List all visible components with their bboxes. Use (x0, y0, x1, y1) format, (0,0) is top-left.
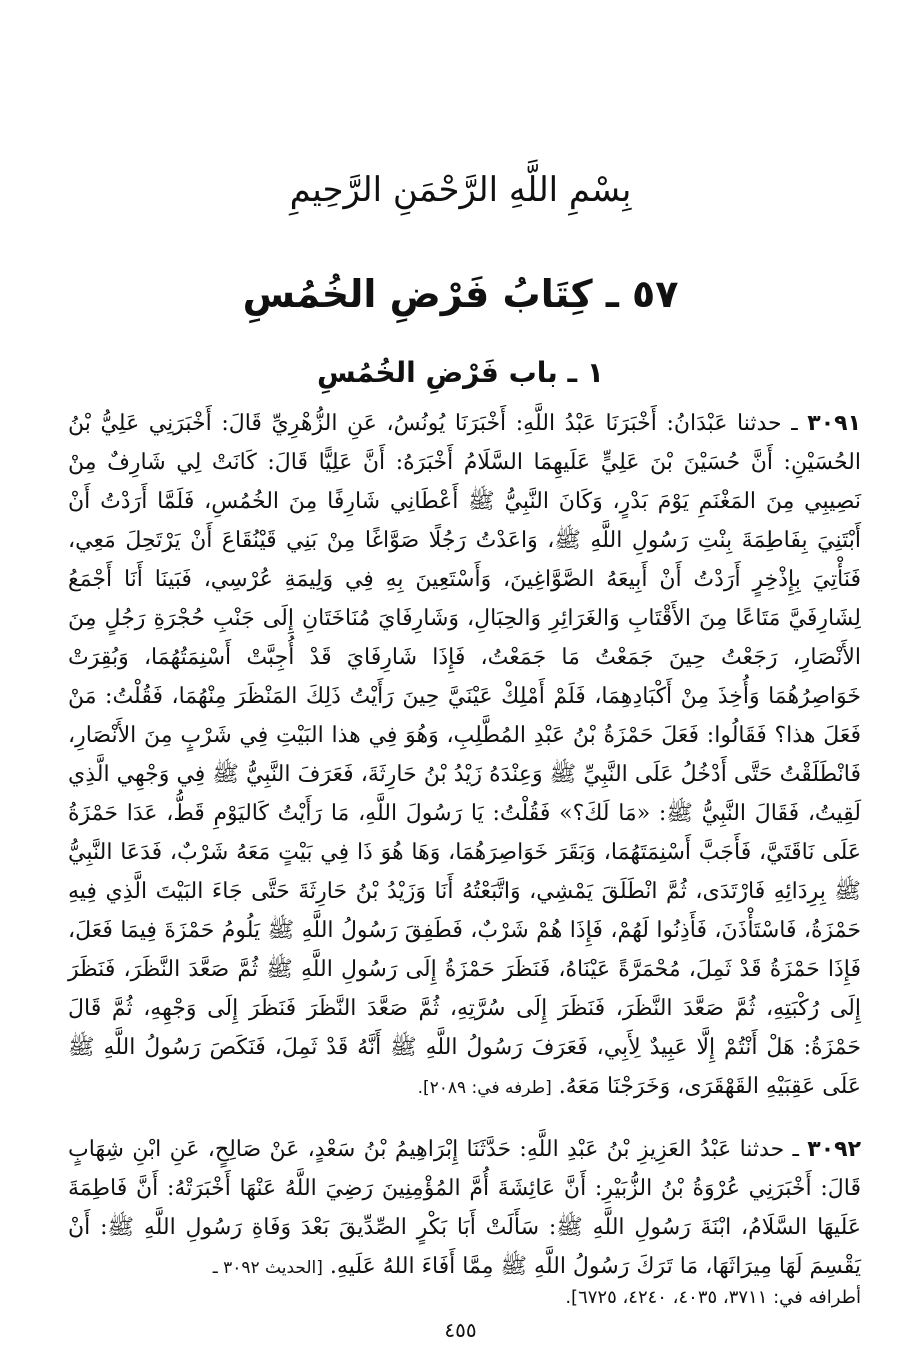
basmala: بِسْمِ اللَّهِ الرَّحْمَنِ الرَّحِيمِ (289, 170, 632, 210)
footnote-references: أطرافه في: ٣٧١١، ٤٠٣٥، ٤٢٤٠، ٦٧٢٥]. (565, 1287, 861, 1308)
hadith-text: ـ حدثنا عَبْدَانُ: أَخْبَرَنَا عَبْدُ اللَّهِ: أَخْبَرَنَا يُونُسُ، عَنِ الزُّهْرِيِّ قَالَ: أَخْبَرَنِي عَلِيُّ بْنُ الحُسَيْنِ: أَنَّ حُسَيْنَ بْنَ عَلِيٍّ عَلَيهِمَا السَّلَامُ أَخْبَرَهُ: أَنَّ عَلِيًّا قَالَ: كَانَتْ لِي شَارِفٌ مِنْ نَصِيبِي مِنَ المَغْنَمِ يَوْمَ بَدْرٍ، وَكَانَ النَّبِيُّ ﷺ أَعْطَانِي شَارِفًا مِنَ الخُمُسِ، فَلَمَّا أَرَدْتُ أَنْ أَبْتَنِيَ بِفَاطِمَةَ بِنْتِ رَسُولِ اللَّهِ ﷺ، وَاعَدْتُ رَجُلًا صَوَّاغًا مِنْ بَنِي قَيْنُقَاعَ أَنْ يَرْتَحِلَ مَعِي، فَنَأْتِيَ بِإِذْخِرٍ أَرَدْتُ أَنْ أَبِيعَهُ الصَّوَّاغِينَ، وَأَسْتَعِينَ بِهِ فِي وَلِيمَةِ عُرْسِي، فَبَينَا أَنَا أَجْمَعُ لِشَارِفَيَّ مَتَاعًا مِنَ الأَقْتَابِ وَالغَرَائِرِ وَالحِبَالِ، وَشَارِفَايَ مُنَاخَتَانِ إِلَى جَنْبِ حُجْرَةِ رَجُلٍ مِنَ الأَنْصَارِ، رَجَعْتُ حِينَ جَمَعْتُ مَا جَمَعْتُ، فَإِذَا شَارِفَايَ قَدْ أُجِبَّتْ أَسْنِمَتُهُمَا، وَبُقِرَتْ خَوَاصِرُهُمَا وَأُخِذَ مِنْ أَكْبَادِهِمَا، فَلَمْ أَمْلِكْ عَيْنَيَّ حِينَ رَأَيْتُ ذَلِكَ المَنْظَرَ مِنْهُمَا، فَقُلْتُ: مَنْ فَعَلَ هذا؟ فَقَالُوا: فَعَلَ حَمْزَةُ بْنُ عَبْدِ المُطَّلِبِ، وَهُوَ فِي هذا البَيْتِ فِي شَرْبٍ مِنَ الأَنْصَارِ، فَانْطَلَقْتُ حَتَّى أَدْخُلُ عَلَى النَّبِيِّ ﷺ وَعِنْدَهُ زَيْدُ بْنُ حَارِثَةَ، فَعَرَفَ النَّبِيُّ ﷺ فِي وَجْهِي الَّذِي لَقِيتُ، فَقَالَ النَّبِيُّ ﷺ: «مَا لَكَ؟» فَقُلْتُ: يَا رَسُولَ اللَّهِ، مَا رَأَيْتُ كَاليَوْمِ قَطُّ، عَدَا حَمْزَةُ عَلَى نَاقَتَيَّ، فَأَجَبَّ أَسْنِمَتَهُمَا، وَبَقَرَ خَوَاصِرَهُمَا، وَهَا هُوَ ذَا فِي بَيْتٍ مَعَهُ شَرْبٌ، فَدَعَا النَّبِيُّ ﷺ بِرِدَائِهِ فَارْتَدَى، ثُمَّ انْطَلَقَ يَمْشِي، وَاتَّبَعْتُهُ أَنَا وَزَيْدُ بْنُ حَارِثَةَ حَتَّى جَاءَ البَيْتَ الَّذِي فِيهِ حَمْزَةُ، فَاسْتَأْذَنَ، فَأَذِنُوا لَهُمْ، فَإِذَا هُمْ شَرْبٌ، فَطَفِقَ رَسُولُ اللَّهِ ﷺ يَلُومُ حَمْزَةَ فِيمَا فَعَلَ، فَإِذَا حَمْزَةُ قَدْ ثَمِلَ، مُحْمَرَّةً عَيْنَاهُ، فَنَظَرَ حَمْزَةُ إِلَى رَسُولِ اللَّهِ ﷺ ثُمَّ صَعَّدَ النَّظَرَ، فَنَظَرَ إِلَى رُكْبَتِهِ، ثُمَّ صَعَّدَ النَّظَرَ، فَنَظَرَ إِلَى سُرَّتِهِ، ثُمَّ صَعَّدَ النَّظَرَ فَنَظَرَ إِلَى وَجْهِهِ، ثُمَّ قَالَ حَمْزَةُ: هَلْ أَنْتُمْ إِلَّا عَبِيدٌ لِأَبِي، فَعَرَفَ رَسُولُ اللَّهِ ﷺ أَنَّهُ قَدْ ثَمِلَ، فَنَكَصَ رَسُولُ اللَّهِ ﷺ عَلَى عَقِبَيْهِ القَهْقَرَى، وَخَرَجْنَا مَعَهُ. (68, 411, 862, 1099)
hadith-number: ٣٠٩٢ (807, 1137, 861, 1162)
book-title: ٥٧ ـ كِتَابُ فَرْضِ الخُمُسِ (242, 272, 679, 316)
hadith-reference: [الحديث ٣٠٩٢ ـ (212, 1258, 323, 1278)
hadith-number: ٣٠٩١ (807, 411, 861, 436)
chapter-title: ١ ـ باب فَرْضِ الخُمُسِ (317, 356, 604, 389)
hadith-text: ـ حدثنا عَبْدُ العَزِيزِ بْنُ عَبْدِ اللَّهِ: حَدَّثَنَا إِبْرَاهِيمُ بْنُ سَعْدٍ، عَنْ صَالِحٍ، عَنِ ابْنِ شِهَابٍ قَالَ: أَخْبَرَنِي عُرْوَةُ بْنُ الزُّبَيْرِ: أَنَّ عَائِشَةَ أُمَّ المُؤْمِنِينَ رَضِيَ اللَّهُ عَنْهَا أَخْبَرَتْهُ: أَنَّ فَاطِمَةَ عَلَيهَا السَّلَامُ، ابْنَةَ رَسُولِ اللَّهِ ﷺ: سَأَلَتْ أَبَا بَكْرٍ الصِّدِّيقَ بَعْدَ وَفَاةِ رَسُولِ اللَّهِ ﷺ: أَنْ يَقْسِمَ لَهَا مِيرَاثَهَا، مَا تَرَكَ رَسُولُ اللَّهِ ﷺ مِمَّا أَفَاءَ اللهُ عَلَيهِ. (68, 1137, 861, 1279)
page-number: ٤٥٥ (444, 1318, 477, 1342)
hadith-3091 (68, 404, 861, 1108)
hadith-3092 (68, 1130, 861, 1288)
hadith-reference: [طرفه في: ٢٠٨٩]. (417, 1078, 552, 1098)
